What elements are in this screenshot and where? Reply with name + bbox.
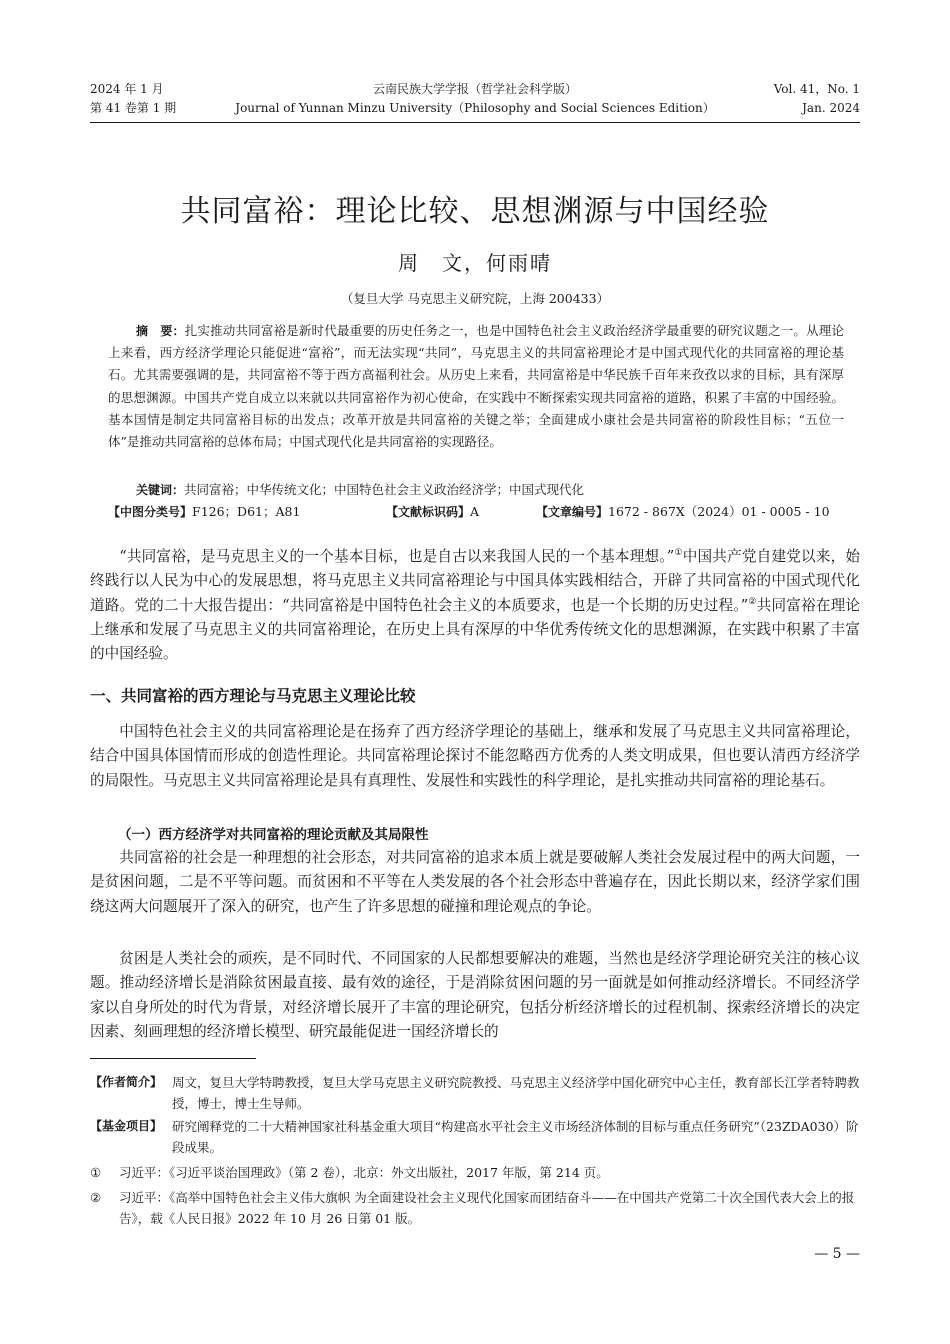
intro-text-2: 中国共产党自建党以来，始终践行以人民为中心的发展思想，将马克思主义共同富裕理论与中国具体实践相结合，开辟了共同富裕的中国式现代化道路。党的二十大报告提出：“共同富裕是中国特色社会主义的本质要求，也是一个长期的历史过程。”: [90, 548, 860, 614]
clc-code: [108, 502, 300, 522]
author-affiliation: （复旦大学 马克思主义研究院，上海 200433）: [340, 291, 610, 306]
clc-label: 【中图分类号】: [108, 505, 193, 519]
running-header: [90, 80, 860, 122]
article-title: 共同富裕：理论比较、思想渊源与中国经验: [180, 194, 770, 229]
author-bio: [90, 1072, 860, 1114]
paragraph-text: 中国特色社会主义的共同富裕理论是在扬弃了西方经济学理论的基础上，继承和发展了马克思主义共同富裕理论，结合中国具体国情而形成的创造性理论。共同富裕理论探讨不能忽略西方优秀的人类文明成果，但也要认清西方经济学的局限性。马克思主义共同富裕理论是具有真理性、发展性和实践性的科学理论，是扎实推动共同富裕的理论基石。: [90, 723, 860, 789]
header-volume-en: Vol. 41，No. 1: [773, 82, 860, 96]
footnote-ref-1: ①: [674, 548, 683, 559]
abstract-label: 摘 要：: [136, 324, 185, 338]
intro-text-1: “共同富裕，是马克思主义的一个基本目标，也是自古以来我国人民的一个基本理想。”: [119, 548, 675, 565]
section-paragraph: [90, 720, 860, 793]
subsection-paragraph-2: [90, 947, 860, 1044]
classification-row: [108, 502, 844, 522]
keywords-label: 关键词：: [136, 483, 185, 497]
footnote-ref-2: ②: [748, 596, 757, 607]
author-bio-text: 周文，复旦大学特聘教授，复旦大学马克思主义研究院教授、马克思主义经济学中国化研究中心主任，教育部长江学者特聘教授，博士，博士生导师。: [172, 1075, 860, 1111]
abstract-text: 扎实推动共同富裕是新时代最重要的历史任务之一，也是中国特色社会主义政治经济学最重要的研究议题之一。从理论上来看，西方经济学理论只能促进“富裕”，而无法实现“共同”，马克思主义的共同富裕理论才是中国式现代化的共同富裕的理论基石。尤其需要强调的是，共同富裕不等于西方高福利社会。从历史上来看，共同富裕是中华民族千百年来孜孜以求的目标，具有深厚的思想渊源。中国共产党自成立以来就以共同富裕作为初心使命，在实践中不断探索实现共同富裕的道路，积累了丰富的中国经验。基本国情是制定共同富裕目标的出发点；改革开放是共同富裕的关键之举；全面建成小康社会是共同富裕的阶段性目标；“五位一体”是推动共同富裕的总体布局；中国式现代化是共同富裕的实现路径。: [108, 323, 844, 450]
keywords: [108, 480, 844, 500]
doc-code-label: 【文献标识码】: [386, 505, 471, 519]
intro-text-3: 共同富裕在理论上继承和发展了马克思主义的共同富裕理论，在历史上具有深厚的中华优秀传统文化的思想渊源，在实践中积累了丰富的中国经验。: [90, 596, 860, 663]
article-number-label: 【文章编号】: [536, 505, 609, 519]
abstract: [108, 320, 844, 453]
page-number: — 5 —: [814, 1246, 860, 1262]
fund-label: 【基金项目】: [90, 1119, 163, 1133]
footnote-mark-2: ②: [90, 1190, 102, 1205]
clc-value: F126；D61；A81: [192, 504, 301, 519]
header-journal-name: [90, 80, 860, 118]
subsection-paragraph-1: [90, 846, 860, 919]
intro-paragraph: [90, 545, 860, 666]
footnote-1: [90, 1162, 860, 1183]
article-number: [536, 502, 830, 522]
header-date-en: Jan. 2024: [802, 101, 860, 115]
footnotes: [90, 1072, 860, 1229]
header-journal-en: Journal of Yunnan Minzu University（Philosophy and Social Sciences Edition）: [235, 101, 715, 115]
footnote-2: [90, 1187, 860, 1229]
header-date: 2024 年 1 月: [90, 82, 164, 96]
article-authors: 周 文，何雨晴: [398, 251, 552, 275]
author-bio-label: 【作者简介】: [90, 1075, 163, 1089]
header-rule: [90, 122, 860, 123]
doc-code-value: A: [470, 504, 480, 519]
footnote-text-1: 习近平：《习近平谈治国理政》（第 2 卷），北京：外文出版社，2017 年版，第 214 页。: [119, 1165, 609, 1180]
footnote-text-2: 习近平：《高举中国特色社会主义伟大旗帜 为全面建设社会主义现代化国家而团结奋斗——在中国共产党第二十次全国代表大会上的报告》，载《人民日报》2022 年 10 月 26 日第 01 版。: [119, 1190, 855, 1226]
footnote-rule: [90, 1058, 256, 1059]
header-volume-cn: 第 41 卷第 1 期: [90, 101, 177, 115]
paragraph-text: 共同富裕的社会是一种理想的社会形态，对共同富裕的追求本质上就是要破解人类社会发展过程中的两大问题，一是贫困问题，二是不平等问题。而贫困和不平等在人类发展的各个社会形态中普遍存在，因此长期以来，经济学家们围绕这两大问题展开了深入的研究，也产生了许多思想的碰撞和理论观点的争论。: [90, 849, 860, 915]
header-journal-cn: 云南民族大学学报（哲学社会科学版）: [372, 82, 577, 96]
fund-info: [90, 1116, 860, 1158]
header-volume-info: [774, 80, 860, 118]
footnote-mark-1: ①: [90, 1165, 102, 1180]
paragraph-text: 贫困是人类社会的顽疾，是不同时代、不同国家的人民都想要解决的难题，当然也是经济学理论研究关注的核心议题。推动经济增长是消除贫困最直接、最有效的途径，于是消除贫困问题的另一面就是如何推动经济增长。不同经济学家以自身所处的时代为背景，对经济增长展开了丰富的理论研究，包括分析经济增长的过程机制、探索经济增长的决定因素、刻画理想的经济增长模型、研究最能促进一国经济增长的: [90, 950, 860, 1040]
fund-text: 研究阐释党的二十大精神国家社科基金重大项目“构建高水平社会主义市场经济体制的目标与重点任务研究”（23ZDA030）阶段成果。: [172, 1119, 859, 1155]
document-code: [386, 502, 479, 522]
section-heading: 一、共同富裕的西方理论与马克思主义理论比较: [90, 687, 416, 705]
keywords-text: 共同富裕；中华传统文化；中国特色社会主义政治经济学；中国式现代化: [184, 482, 585, 497]
subsection-heading: （一）西方经济学对共同富裕的理论贡献及其局限性: [118, 827, 429, 843]
article-number-value: 1672 - 867X（2024）01 - 0005 - 10: [608, 504, 830, 519]
